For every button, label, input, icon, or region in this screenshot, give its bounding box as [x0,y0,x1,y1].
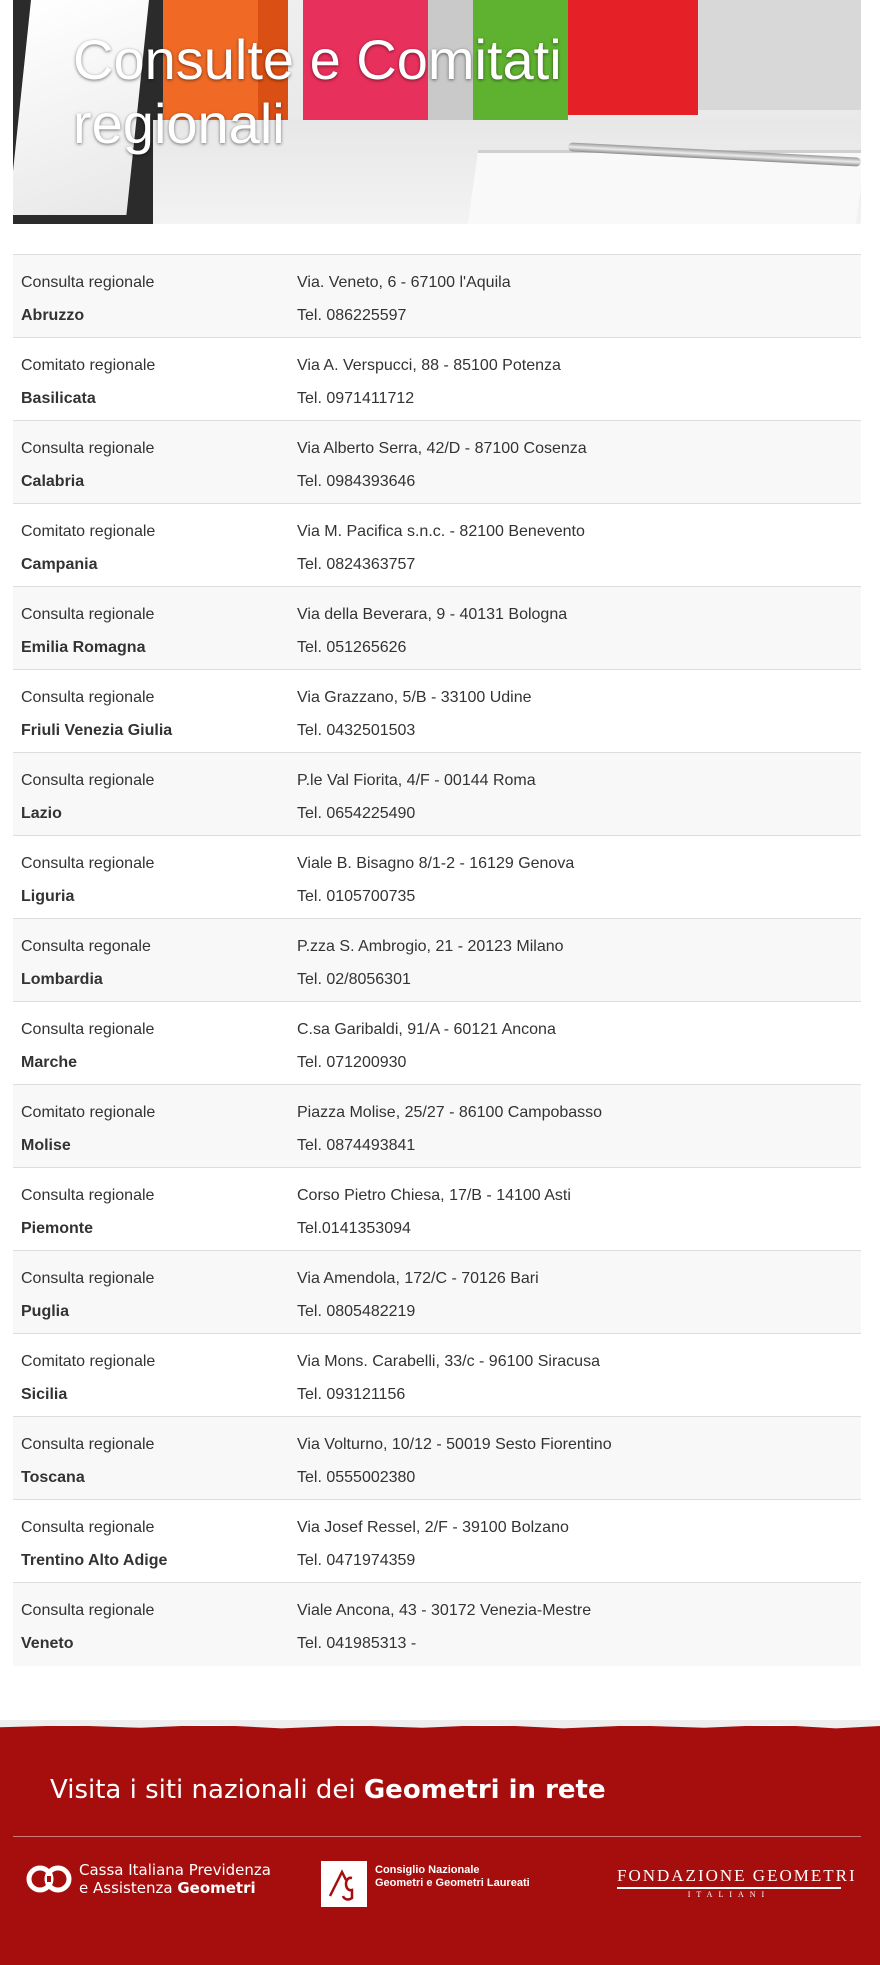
office-cell [13,1500,297,1583]
table-row [13,1417,861,1500]
table-row [13,1500,861,1583]
phone-text[interactable]: Tel. 093121156 [297,1386,406,1403]
office-cell [13,1583,297,1666]
cng-line2: Geometri e Geometri Laureati [375,1877,530,1889]
table-row [13,1251,861,1334]
region-name: Calabria [21,473,85,490]
table-row [13,919,861,1002]
address-text: Via Mons. Carabelli, 33/c - 96100 Siracusa [297,1353,600,1370]
phone-text[interactable]: Tel. 0654225490 [297,805,416,822]
footer-divider [13,1836,861,1837]
phone-text[interactable]: Tel. 0824363757 [297,556,416,573]
region-name: Friuli Venezia Giulia [21,722,173,739]
address-text: Corso Pietro Chiesa, 17/B - 14100 Asti [297,1187,571,1204]
office-cell [13,670,297,753]
table-row [13,670,861,753]
address-text: Piazza Molise, 25/27 - 86100 Campobasso [297,1104,603,1121]
address-text: C.sa Garibaldi, 91/A - 60121 Ancona [297,1021,556,1038]
table-row [13,587,861,670]
address-text: Via Amendola, 172/C - 70126 Bari [297,1270,539,1287]
cassa-line2-prefix: e Assistenza [79,1879,178,1897]
office-cell [13,338,297,421]
address-text: Viale B. Bisagno 8/1-2 - 16129 Genova [297,855,575,872]
contact-cell [297,1334,861,1417]
region-name: Basilicata [21,390,96,407]
phone-text[interactable]: Tel. 086225597 [297,307,407,324]
address-text: Via Volturno, 10/12 - 50019 Sesto Fiorentino [297,1436,612,1453]
office-type: Comitato regionale [21,1104,156,1121]
phone-text[interactable]: Tel. 02/8056301 [297,971,411,988]
phone-text[interactable]: Tel. 0874493841 [297,1137,416,1154]
contact-cell [297,421,861,504]
office-cell [13,1251,297,1334]
footer-headline-prefix: Visita i siti nazionali dei [50,1775,364,1805]
address-text: P.le Val Fiorita, 4/F - 00144 Roma [297,772,536,789]
cassa-line2-bold: Geometri [177,1879,256,1897]
binder-grey-illustration [698,0,861,110]
office-cell [13,836,297,919]
contact-cell [297,836,861,919]
cassa-logo-text [79,1861,271,1897]
region-name: Trentino Alto Adige [21,1552,168,1569]
address-text: Via della Beverara, 9 - 40131 Bologna [297,606,568,623]
region-name: Veneto [21,1635,74,1652]
phone-text[interactable]: Tel. 0805482219 [297,1303,416,1320]
region-name: Sicilia [21,1386,68,1403]
cassa-line2 [79,1879,271,1897]
contact-cell [297,1251,861,1334]
page-title: Consulte e Comitati regionali [73,28,562,155]
office-cell [13,1417,297,1500]
office-type: Consulta regionale [21,606,155,623]
office-type: Consulta regionale [21,440,155,457]
office-cell [13,919,297,1002]
contact-cell [297,753,861,836]
office-type: Consulta regionale [21,1270,155,1287]
office-type: Comitato regionale [21,523,156,540]
address-text: Via Grazzano, 5/B - 33100 Udine [297,689,532,706]
office-type: Consulta regionale [21,1021,155,1038]
office-type: Consulta regionale [21,855,155,872]
contact-cell [297,587,861,670]
region-name: Piemonte [21,1220,94,1237]
contact-cell [297,255,861,338]
phone-text[interactable]: Tel. 051265626 [297,639,407,656]
table-row [13,338,861,421]
office-type: Consulta regionale [21,1519,155,1536]
phone-text[interactable]: Tel. 0471974359 [297,1552,416,1569]
region-name: Emilia Romagna [21,639,146,656]
office-cell [13,1168,297,1251]
cng-geometri-link[interactable] [321,1861,530,1907]
office-cell [13,1085,297,1168]
address-text: Via. Veneto, 6 - 67100 l'Aquila [297,274,511,291]
region-name: Campania [21,556,98,573]
contact-cell [297,1002,861,1085]
torn-edge-decoration [0,1720,880,1732]
region-name: Lombardia [21,971,103,988]
address-text: Via A. Verspucci, 88 - 85100 Potenza [297,357,561,374]
region-name: Molise [21,1137,71,1154]
contact-cell [297,338,861,421]
contact-cell [297,504,861,587]
footer-headline-bold: Geometri in rete [363,1775,606,1805]
contact-cell [297,1168,861,1251]
office-type: Consulta regionale [21,274,155,291]
region-name: Toscana [21,1469,85,1486]
contacts-table [13,254,861,1666]
phone-text[interactable]: Tel.0141353094 [297,1220,411,1237]
table-row [13,753,861,836]
office-cell [13,587,297,670]
fondazione-name: FONDAZIONE GEOMETRI [617,1866,841,1889]
table-row [13,1334,861,1417]
region-name: Abruzzo [21,307,85,324]
cassa-geometri-link[interactable] [26,1861,271,1897]
region-name: Marche [21,1054,78,1071]
table-row [13,1085,861,1168]
phone-text[interactable]: Tel. 0971411712 [297,390,415,407]
region-name: Lazio [21,805,62,822]
table-row [13,1002,861,1085]
contact-cell [297,1085,861,1168]
office-cell [13,1002,297,1085]
cng-logo-text [375,1861,530,1890]
address-text: Via Josef Ressel, 2/F - 39100 Bolzano [297,1519,569,1536]
address-text: Via Alberto Serra, 42/D - 87100 Cosenza [297,440,587,457]
phone-text[interactable]: Tel. 0984393646 [297,473,416,490]
footer-headline [50,1775,606,1805]
office-cell [13,421,297,504]
address-text: P.zza S. Ambrogio, 21 - 20123 Milano [297,938,564,955]
office-type: Consulta regionale [21,1602,155,1619]
table-row [13,836,861,919]
phone-text[interactable]: Tel. 071200930 [297,1054,407,1071]
contact-cell [297,1500,861,1583]
table-row [13,504,861,587]
table-row [13,421,861,504]
cng-logo-glyph-icon [326,1866,362,1902]
office-type: Consulta regionale [21,1187,155,1204]
office-type: Consulta regonale [21,938,151,955]
office-cell [13,255,297,338]
contact-cell [297,1583,861,1666]
office-type: Consulta regionale [21,772,155,789]
office-cell [13,753,297,836]
site-footer [0,1726,880,1965]
office-type: Comitato regionale [21,357,156,374]
hero-banner [13,0,861,224]
address-text: Via M. Pacifica s.n.c. - 82100 Benevento [297,523,585,540]
fondazione-geometri-link[interactable] [617,1866,857,1899]
cng-logo-icon [321,1861,367,1907]
office-cell [13,1334,297,1417]
table-row [13,255,861,338]
region-name: Liguria [21,888,75,905]
contact-cell [297,919,861,1002]
cipag-logo-icon [26,1862,72,1896]
office-type: Consulta regionale [21,689,155,706]
table-row [13,1583,861,1666]
phone-text[interactable]: Tel. 0432501503 [297,722,416,739]
phone-text[interactable]: Tel. 0105700735 [297,888,416,905]
contact-cell [297,670,861,753]
cassa-line1: Cassa Italiana Previdenza [79,1861,271,1879]
cng-line1: Consiglio Nazionale [375,1864,480,1876]
phone-text[interactable]: Tel. 0555002380 [297,1469,416,1486]
region-name: Puglia [21,1303,70,1320]
table-row [13,1168,861,1251]
phone-text[interactable]: Tel. 041985313 - [297,1635,417,1652]
office-type: Comitato regionale [21,1353,156,1370]
fondazione-sub: ITALIANI [687,1890,771,1899]
contact-cell [297,1417,861,1500]
office-cell [13,504,297,587]
office-type: Consulta regionale [21,1436,155,1453]
address-text: Viale Ancona, 43 - 30172 Venezia-Mestre [297,1602,592,1619]
